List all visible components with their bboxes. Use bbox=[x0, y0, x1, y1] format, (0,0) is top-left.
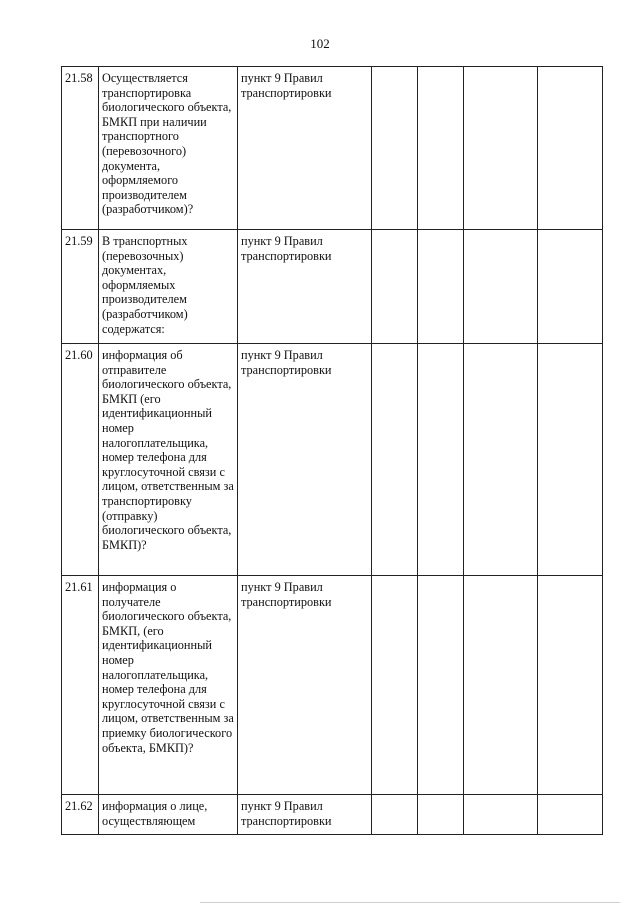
row-number: 21.62 bbox=[62, 795, 99, 835]
answer-yes-cell bbox=[372, 795, 418, 835]
requirement-question: информация об отправителе биологического объекта, БМКП (его идентификационный номер налогоплательщика, номер телефона для круглосуточной связи с лицом, ответственным за транспортировку (отправку) биологического объекта, БМКП)? bbox=[99, 344, 238, 576]
answer-na-cell bbox=[464, 67, 538, 230]
answer-na-cell bbox=[464, 795, 538, 835]
answer-no-cell bbox=[418, 344, 464, 576]
table-row bbox=[62, 230, 603, 344]
answer-no-cell bbox=[418, 576, 464, 795]
answer-na-cell bbox=[464, 344, 538, 576]
answer-yes-cell bbox=[372, 230, 418, 344]
legal-reference: пункт 9 Правил транспортировки bbox=[238, 344, 372, 576]
answer-yes-cell bbox=[372, 576, 418, 795]
requirement-question: информация о получателе биологического объекта, БМКП, (его идентификационный номер налогоплательщика, номер телефона для круглосуточной связи с лицом, ответственным за приемку биологического объекта, БМКП)? bbox=[99, 576, 238, 795]
note-cell bbox=[538, 795, 603, 835]
row-number: 21.61 bbox=[62, 576, 99, 795]
legal-reference: пункт 9 Правил транспортировки bbox=[238, 576, 372, 795]
requirement-question: В транспортных (перевозочных) документах, оформляемых производителем (разработчиком) содержатся: bbox=[99, 230, 238, 344]
answer-no-cell bbox=[418, 795, 464, 835]
answer-na-cell bbox=[464, 576, 538, 795]
answer-yes-cell bbox=[372, 67, 418, 230]
note-cell bbox=[538, 230, 603, 344]
legal-reference: пункт 9 Правил транспортировки bbox=[238, 230, 372, 344]
table-row bbox=[62, 576, 603, 795]
note-cell bbox=[538, 67, 603, 230]
checklist-table bbox=[61, 66, 603, 835]
table-row bbox=[62, 67, 603, 230]
page-number: 102 bbox=[310, 36, 330, 51]
answer-na-cell bbox=[464, 230, 538, 344]
table-row bbox=[62, 344, 603, 576]
note-cell bbox=[538, 576, 603, 795]
answer-no-cell bbox=[418, 230, 464, 344]
answer-yes-cell bbox=[372, 344, 418, 576]
row-number: 21.60 bbox=[62, 344, 99, 576]
requirement-question: информация о лице, осуществляющем bbox=[99, 795, 238, 835]
legal-reference: пункт 9 Правил транспортировки bbox=[238, 67, 372, 230]
legal-reference: пункт 9 Правил транспортировки bbox=[238, 795, 372, 835]
requirement-question: Осуществляется транспортировка биологического объекта, БМКП при наличии транспортного (перевозочного) документа, оформляемого производителем (разработчиком)? bbox=[99, 67, 238, 230]
table-row bbox=[62, 795, 603, 835]
page-edge-line bbox=[200, 902, 620, 903]
row-number: 21.58 bbox=[62, 67, 99, 230]
note-cell bbox=[538, 344, 603, 576]
row-number: 21.59 bbox=[62, 230, 99, 344]
answer-no-cell bbox=[418, 67, 464, 230]
